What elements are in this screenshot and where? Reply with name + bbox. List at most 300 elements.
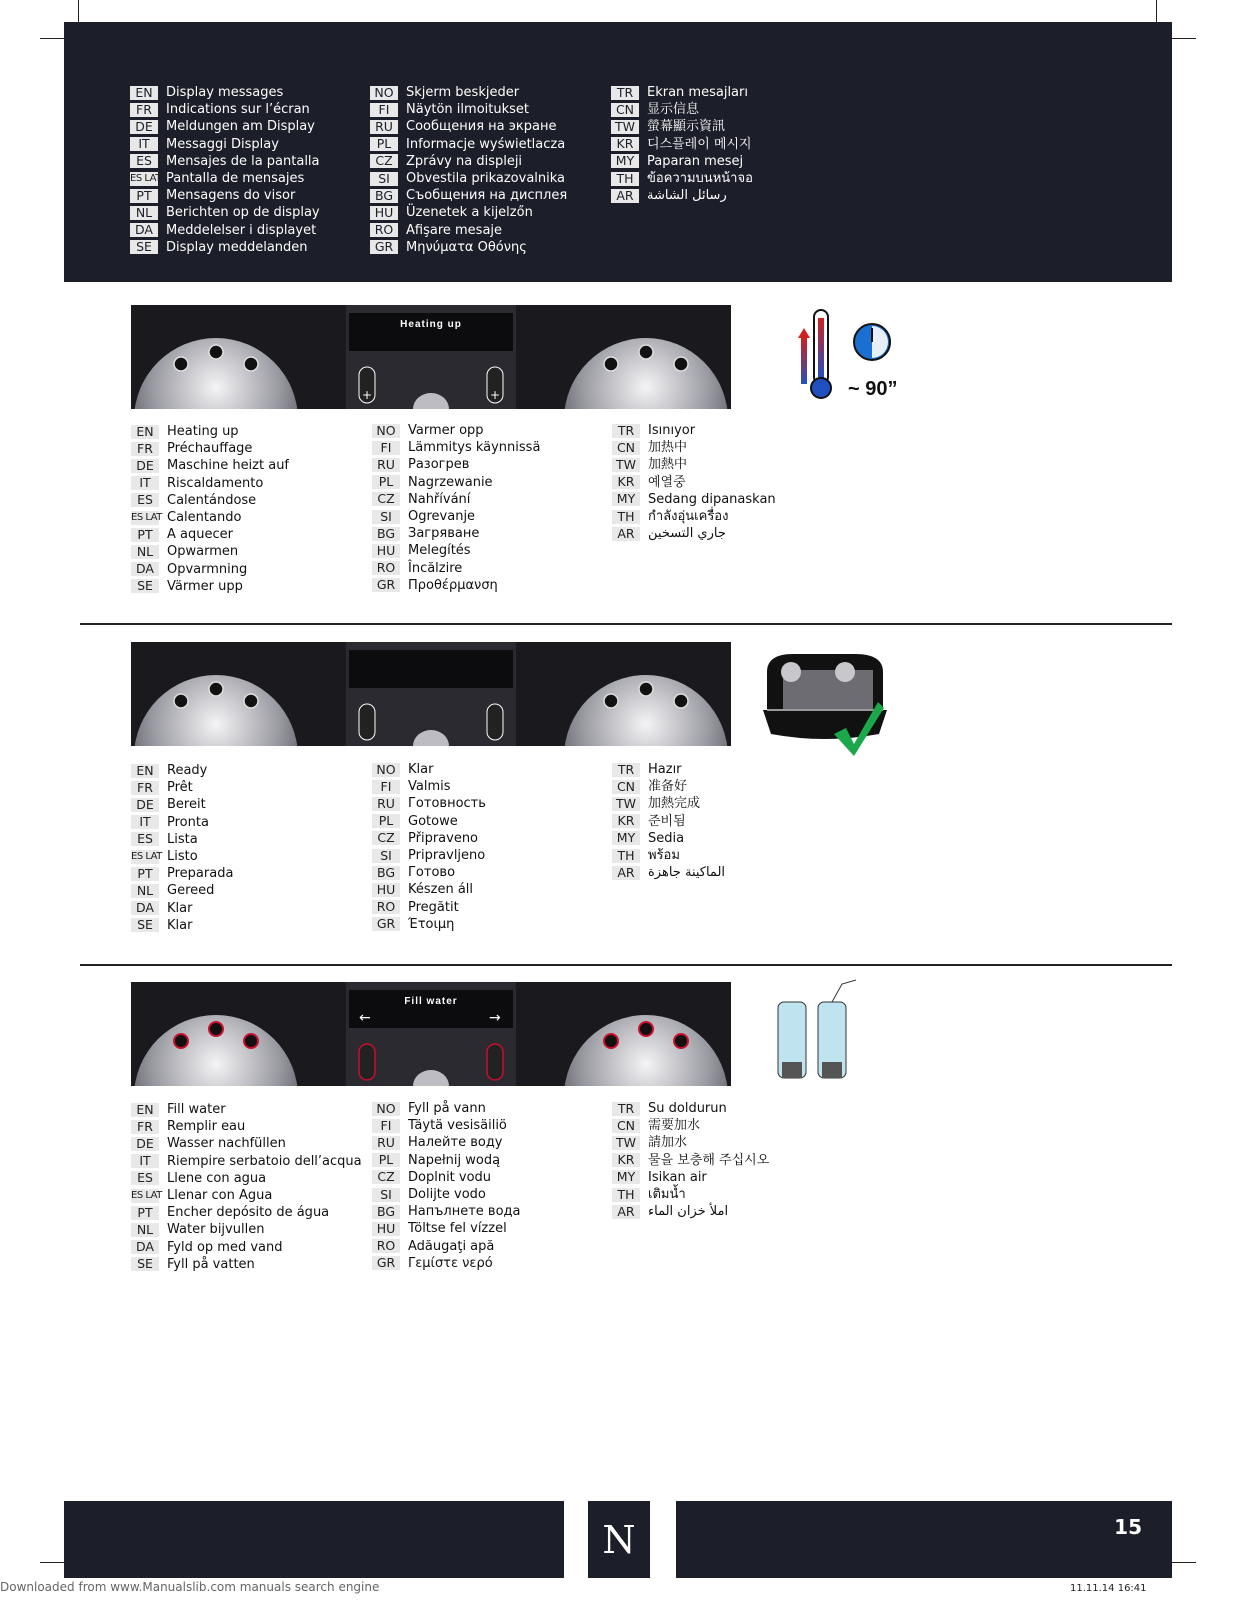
lang-code: AR	[612, 866, 640, 880]
lang-code: HU	[372, 1222, 400, 1236]
lang-code: CN	[611, 103, 639, 117]
lang-row	[130, 101, 320, 118]
lang-text: Pronta	[167, 814, 209, 830]
lang-code: GR	[372, 578, 400, 592]
water-tank-icon	[772, 978, 868, 1090]
lang-row	[372, 1100, 521, 1117]
lang-row	[372, 1238, 521, 1255]
button-left	[359, 367, 375, 403]
section-divider	[80, 623, 1172, 625]
lang-row	[372, 778, 486, 795]
nespresso-logo: N	[588, 1501, 650, 1578]
lang-row	[372, 525, 540, 542]
lang-code: ES LAT	[131, 511, 162, 523]
lang-row	[612, 439, 776, 456]
lang-code: NO	[372, 763, 400, 777]
lcd-text: Heating up	[400, 319, 462, 330]
lang-text: Berichten op de display	[166, 205, 320, 221]
lang-row	[131, 865, 233, 882]
lang-text: Gotowe	[408, 813, 458, 829]
lang-text: 加熱中	[648, 457, 688, 473]
lang-text: 准备好	[648, 779, 688, 795]
lang-code: RO	[372, 900, 400, 914]
lang-code: FI	[372, 441, 400, 455]
lang-code: NL	[131, 884, 159, 898]
lang-text: Mensagens do visor	[166, 188, 296, 204]
lang-code: ES LAT	[131, 1189, 162, 1201]
lang-row	[372, 761, 486, 778]
lang-text: Lista	[167, 831, 198, 847]
svg-text:+: +	[361, 388, 373, 402]
lang-row	[372, 1134, 521, 1151]
lang-code: CN	[612, 780, 640, 794]
lang-row	[130, 153, 320, 170]
lang-text: Riempire serbatoio dell’acqua	[167, 1153, 362, 1169]
lang-text: Fill water	[167, 1102, 226, 1117]
lang-text: Напълнете вода	[408, 1204, 521, 1220]
lang-row	[372, 491, 540, 508]
lang-text: Pregătit	[408, 899, 459, 915]
lang-text: Klar	[167, 917, 193, 933]
lang-code: ES	[130, 154, 158, 168]
lang-row	[372, 830, 486, 847]
lang-text: Загряване	[408, 526, 480, 542]
lang-row	[612, 474, 776, 491]
lang-row	[131, 561, 289, 578]
lang-code: DA	[131, 562, 159, 576]
footer-band-right	[676, 1501, 1172, 1578]
lang-row	[372, 1186, 521, 1203]
lang-code: ES	[131, 832, 159, 846]
lang-code: DA	[130, 223, 158, 237]
lang-row	[130, 222, 320, 239]
header-lang-column-3	[611, 84, 753, 204]
lang-text: Llene con agua	[167, 1170, 267, 1186]
lang-row	[612, 508, 776, 525]
lang-text: Informacje wyświetlacza	[406, 136, 566, 152]
heating-lang-column-3	[612, 422, 776, 542]
lang-row	[372, 795, 486, 812]
lang-text: Έτοιμη	[408, 916, 455, 932]
lang-code: FI	[372, 1119, 400, 1133]
lang-code: MY	[612, 1170, 640, 1184]
lang-code: IT	[131, 1154, 159, 1168]
lang-code: TW	[612, 1136, 640, 1150]
lang-code: HU	[372, 544, 400, 558]
fill-water-lang-column-1	[131, 1101, 362, 1273]
lang-code: PL	[372, 814, 400, 828]
lang-text: Display meddelanden	[166, 239, 308, 255]
lang-code: PL	[370, 137, 398, 151]
lang-text: Värmer upp	[167, 578, 243, 594]
lang-text: Isınıyor	[648, 423, 696, 438]
lang-row	[372, 474, 540, 491]
lang-row	[130, 136, 320, 153]
lang-row	[611, 118, 753, 135]
lang-text: Doplnit vodu	[408, 1169, 492, 1185]
lang-code: EN	[130, 86, 158, 100]
page-number: 15	[1114, 1515, 1142, 1539]
lang-text: Preparada	[167, 866, 234, 882]
lang-text: 螢幕顯示資訊	[647, 119, 726, 135]
lang-text: Hazır	[648, 762, 682, 777]
lang-code: FR	[131, 781, 159, 795]
lang-code: IT	[130, 137, 158, 151]
lang-text: 請加水	[648, 1135, 688, 1151]
lang-row	[372, 560, 540, 577]
lang-text: Lämmitys käynnissä	[408, 440, 541, 456]
display-panel-ready	[131, 642, 731, 746]
lang-code: ES	[131, 493, 159, 507]
heating-lang-column-2	[372, 422, 540, 594]
lang-code: MY	[612, 831, 640, 845]
lang-text: Varmer opp	[408, 423, 484, 438]
lang-text: Üzenetek a kijelzőn	[406, 205, 533, 221]
lang-text: Wasser nachfüllen	[167, 1136, 286, 1152]
lang-code: GR	[372, 917, 400, 931]
lang-row	[612, 847, 725, 864]
lang-row	[131, 831, 233, 848]
crop-mark	[40, 38, 64, 39]
lang-code: KR	[612, 1153, 640, 1167]
download-source[interactable]: Downloaded from www.Manualslib.com manuals search engine	[0, 1580, 380, 1594]
ready-lang-column-3	[612, 761, 725, 881]
lang-code: PT	[131, 867, 159, 881]
lang-row	[370, 84, 567, 101]
lang-row	[370, 187, 567, 204]
lang-row	[130, 187, 320, 204]
lang-code: DA	[131, 1240, 159, 1254]
lang-code: RU	[370, 120, 398, 134]
lang-code: DE	[130, 120, 158, 134]
lang-code: FI	[370, 103, 398, 117]
lang-row	[370, 101, 567, 118]
lang-code: TW	[612, 797, 640, 811]
lang-code: HU	[372, 883, 400, 897]
lang-text: Isikan air	[648, 1169, 707, 1185]
lang-text: Llenar con Agua	[167, 1187, 273, 1203]
lang-code: TR	[612, 424, 640, 438]
lang-code: DE	[131, 798, 159, 812]
lang-code: FR	[131, 442, 159, 456]
lang-row	[372, 577, 540, 594]
lang-text: Täytä vesisäiliö	[408, 1118, 507, 1134]
lang-code: RU	[372, 1136, 400, 1150]
lang-row	[611, 136, 753, 153]
lang-row	[372, 864, 486, 881]
lang-code: SI	[372, 1188, 400, 1202]
lang-code: FR	[130, 103, 158, 117]
lang-text: Sedang dipanaskan	[648, 491, 776, 507]
lang-code: DA	[131, 901, 159, 915]
lang-row	[131, 578, 289, 595]
lang-code: BG	[372, 866, 400, 880]
lang-row	[131, 1170, 362, 1187]
lang-row	[372, 1203, 521, 1220]
lang-code: EN	[131, 764, 159, 778]
lang-row	[372, 899, 486, 916]
lang-text: Opvarmning	[167, 561, 248, 577]
lang-row	[372, 1169, 521, 1186]
lang-row	[612, 1203, 769, 1220]
lang-row	[611, 101, 753, 118]
lang-code: SI	[372, 510, 400, 524]
lang-text: Näytön ilmoitukset	[406, 102, 529, 118]
lang-row	[372, 813, 486, 830]
lang-row	[372, 916, 486, 933]
lang-text: Obvestila prikazovalnika	[406, 170, 566, 186]
lang-row	[131, 1135, 362, 1152]
checkmark-icon	[832, 700, 886, 758]
lang-row	[612, 1117, 769, 1134]
lang-code: FI	[372, 780, 400, 794]
lang-text: Listo	[167, 848, 198, 864]
svg-text:+: +	[489, 388, 501, 402]
lang-row	[131, 1221, 362, 1238]
lang-row	[131, 779, 233, 796]
lang-text: Μηνύματα Οθόνης	[406, 239, 527, 255]
ready-lang-column-1	[131, 762, 233, 934]
lang-code: EN	[131, 1103, 159, 1117]
lang-row	[370, 153, 567, 170]
lang-code: MY	[611, 154, 639, 168]
lang-row	[131, 882, 233, 899]
lang-row	[131, 1153, 362, 1170]
lang-code: NL	[131, 545, 159, 559]
lang-text: Nahřívání	[408, 491, 471, 507]
ready-lang-column-2	[372, 761, 486, 933]
lang-text: الماكينة جاهزة	[648, 865, 726, 881]
lang-text: Готовность	[408, 796, 486, 812]
display-panel-heating	[131, 305, 731, 409]
lang-code: KR	[612, 475, 640, 489]
lang-text: املأ خزان الماء	[648, 1204, 729, 1220]
lang-text: Съобщения на дисплея	[406, 188, 568, 204]
lang-code: SE	[130, 240, 158, 254]
lang-code: ES LAT	[131, 850, 162, 862]
lang-row	[131, 543, 289, 560]
lang-row	[131, 1239, 362, 1256]
lang-text: Προθέρμανση	[408, 577, 498, 593]
lang-text: เติมน้ำ	[648, 1186, 686, 1202]
lang-text: Nagrzewanie	[408, 474, 493, 490]
lang-text: Klar	[167, 900, 193, 916]
lang-code: RU	[372, 797, 400, 811]
lang-row	[130, 239, 320, 256]
lang-row	[131, 900, 233, 917]
lang-code: PT	[130, 189, 158, 203]
lang-row	[612, 491, 776, 508]
lang-text: Готово	[408, 865, 456, 881]
lang-text: Meldungen am Display	[166, 119, 315, 135]
lang-row	[372, 881, 486, 898]
lang-code: BG	[372, 527, 400, 541]
lang-text: Разогрев	[408, 457, 470, 473]
lang-code: ES LAT	[130, 172, 161, 184]
lang-text: جاري التسخين	[648, 526, 726, 542]
lang-code: SI	[372, 849, 400, 863]
lang-text: Display messages	[166, 85, 284, 100]
lang-row	[612, 456, 776, 473]
lang-code: GR	[370, 240, 398, 254]
lang-text: Encher depósito de água	[167, 1205, 330, 1221]
lang-text: 디스플레이 메시지	[647, 136, 752, 152]
lang-text: Fyll på vann	[408, 1101, 486, 1116]
header-lang-column-2	[370, 84, 567, 256]
lang-code: DE	[131, 1137, 159, 1151]
lang-row	[131, 1256, 362, 1273]
lang-code: CZ	[372, 1170, 400, 1184]
lang-code: BG	[372, 1205, 400, 1219]
lang-row	[131, 526, 289, 543]
lang-text: Pripravljeno	[408, 847, 486, 863]
lang-code: MY	[612, 492, 640, 506]
lang-row	[612, 422, 776, 439]
lang-text: 준비됨	[648, 813, 686, 829]
lang-row	[130, 118, 320, 135]
lang-code: TW	[611, 120, 639, 134]
lang-text: Préchauffage	[167, 441, 253, 457]
lang-code: DE	[131, 459, 159, 473]
lang-text: Készen áll	[408, 882, 474, 898]
lang-code: SI	[370, 172, 398, 186]
lang-code: TR	[612, 1102, 640, 1116]
lang-code: NO	[370, 86, 398, 100]
lang-code: ES	[131, 1171, 159, 1185]
lang-row	[612, 1134, 769, 1151]
lang-code: GR	[372, 1256, 400, 1270]
lang-row	[372, 1117, 521, 1134]
lang-row	[612, 830, 725, 847]
lang-code: EN	[131, 425, 159, 439]
lang-row	[370, 170, 567, 187]
footer-band-left	[64, 1501, 564, 1578]
lang-code: PT	[131, 1206, 159, 1220]
lang-row	[372, 1255, 521, 1272]
lang-code: SE	[131, 1257, 159, 1271]
lang-text: Opwarmen	[167, 544, 239, 560]
lang-code: AR	[612, 527, 640, 541]
lang-text: พร้อม	[648, 847, 680, 863]
lang-row	[130, 204, 320, 221]
lang-code: PL	[372, 475, 400, 489]
lang-text: Messaggi Display	[166, 136, 279, 152]
lang-row	[131, 814, 233, 831]
lang-text: ข้อความบนหน้าจอ	[647, 170, 753, 186]
lang-code: RO	[372, 561, 400, 575]
lang-text: Dolijte vodo	[408, 1186, 486, 1202]
lang-text: 예열중	[648, 474, 686, 490]
lang-text: Γεμίστε νερό	[408, 1255, 493, 1271]
lang-code: IT	[131, 815, 159, 829]
lang-row	[131, 457, 289, 474]
lang-text: 加熱完成	[648, 796, 701, 812]
lang-text: Su doldurun	[648, 1101, 727, 1116]
lang-row	[370, 239, 567, 256]
lang-text: Ready	[167, 763, 208, 778]
heating-lang-column-1	[131, 423, 289, 595]
lang-row	[372, 542, 540, 559]
lang-code: RO	[372, 1239, 400, 1253]
lang-text: Ekran mesajları	[647, 85, 748, 100]
fill-water-lang-column-2	[372, 1100, 521, 1272]
lang-code: KR	[611, 137, 639, 151]
lang-code: NO	[372, 1102, 400, 1116]
lang-code: TH	[612, 510, 640, 524]
lang-row	[372, 508, 540, 525]
header-band	[64, 22, 1172, 282]
lang-code: TR	[612, 763, 640, 777]
svg-text:←: ←	[359, 1010, 371, 1026]
lang-text: 물을 보충해 주십시오	[648, 1152, 770, 1168]
lang-row	[131, 440, 289, 457]
lang-code: TH	[611, 172, 639, 186]
temperature-label: ~ 90”	[848, 378, 898, 400]
lang-code: AR	[612, 1205, 640, 1219]
button-right	[487, 367, 503, 403]
lang-code: FR	[131, 1120, 159, 1134]
lang-text: Încălzire	[408, 560, 463, 576]
lang-text: Сообщения на экране	[406, 119, 557, 135]
lang-code: CZ	[370, 154, 398, 168]
lang-code: RU	[372, 458, 400, 472]
lang-text: Sedia	[648, 830, 685, 846]
lang-code: TR	[611, 86, 639, 100]
lang-row	[372, 422, 540, 439]
lang-code: NL	[131, 1223, 159, 1237]
lang-text: Připraveno	[408, 830, 479, 846]
lang-text: Töltse fel vízzel	[408, 1221, 507, 1237]
thermometer-icon	[790, 308, 840, 400]
lang-row	[611, 153, 753, 170]
lang-code: CZ	[372, 831, 400, 845]
lang-text: Maschine heizt auf	[167, 458, 290, 474]
lang-text: Valmis	[408, 779, 451, 795]
lang-row	[370, 222, 567, 239]
lang-row	[612, 813, 725, 830]
lang-row	[612, 778, 725, 795]
lang-row	[372, 847, 486, 864]
clock-icon	[852, 322, 892, 362]
lang-row	[131, 762, 233, 779]
lang-text: Ogrevanje	[408, 508, 476, 524]
lang-code: KR	[612, 814, 640, 828]
lang-row	[612, 1100, 769, 1117]
lang-row	[372, 1220, 521, 1237]
lang-row	[131, 1101, 362, 1118]
lang-text: Налейте воду	[408, 1135, 503, 1151]
display-panel-fill-water	[131, 982, 731, 1086]
lang-row	[611, 187, 753, 204]
lang-text: Fyld op med vand	[167, 1239, 283, 1255]
lang-row	[131, 509, 289, 526]
lang-row	[612, 1169, 769, 1186]
lang-text: Remplir eau	[167, 1119, 246, 1135]
lang-row	[372, 1152, 521, 1169]
lang-row	[131, 1118, 362, 1135]
lang-text: Indications sur l’écran	[166, 102, 310, 118]
lang-text: 加热中	[648, 440, 688, 456]
crop-mark	[1156, 0, 1157, 22]
lang-text: Water bijvullen	[167, 1222, 265, 1238]
lang-text: Napełnij wodą	[408, 1152, 501, 1168]
lang-row	[131, 848, 233, 865]
lang-code: CN	[612, 1119, 640, 1133]
lang-code: CZ	[372, 492, 400, 506]
lcd-text: Fill water	[404, 996, 458, 1007]
lang-code: NL	[130, 206, 158, 220]
lang-row	[611, 84, 753, 101]
